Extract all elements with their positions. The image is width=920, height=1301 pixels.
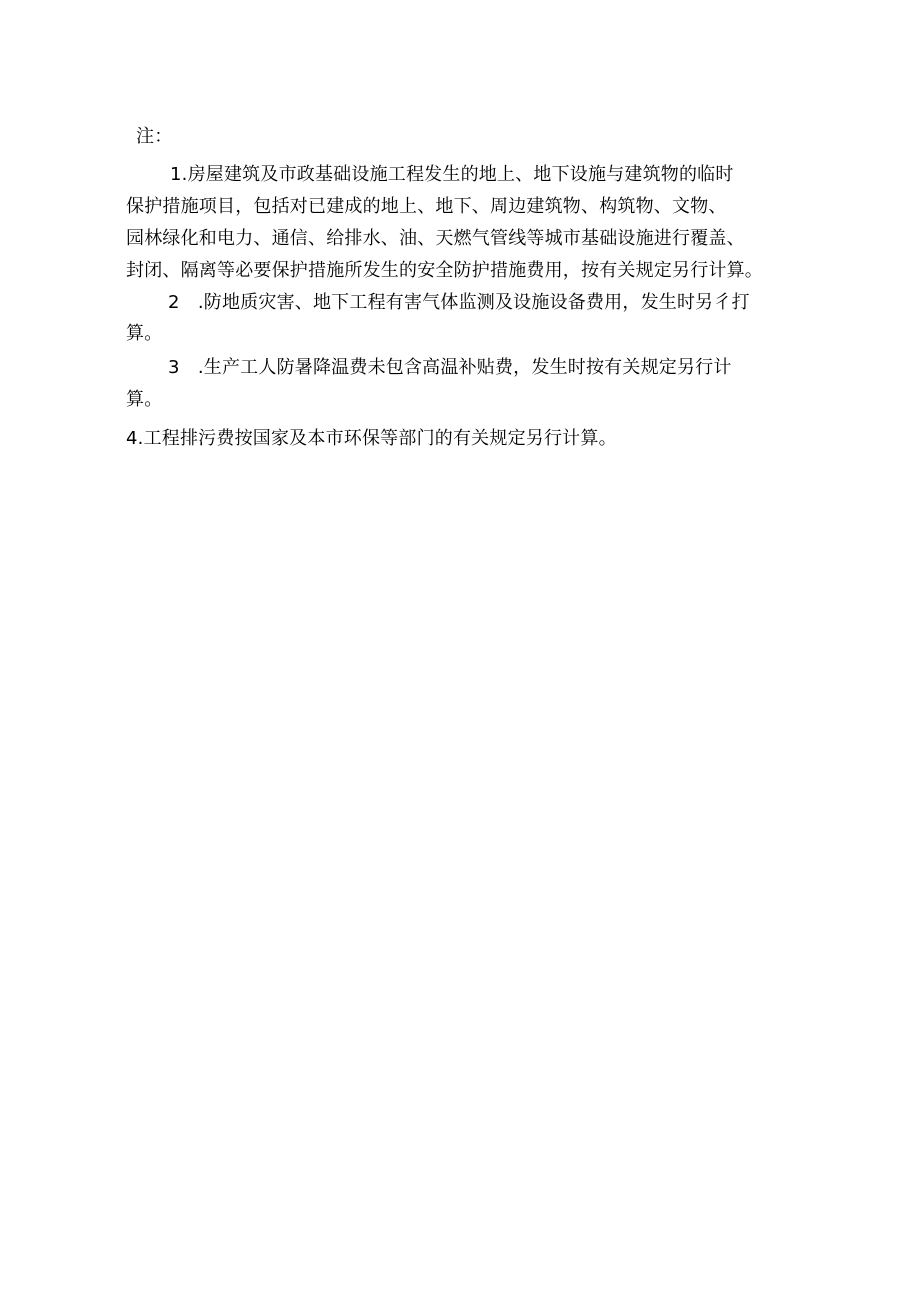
note-line: 园林绿化和电力、通信、给排水、油、天燃气管线等城市基础设施进行覆盖、 [126, 228, 745, 249]
note-heading: 注： [136, 126, 173, 147]
note-line: 2 .防地质灾害、地下工程有害气体监测及设施设备费用，发生时另彳打 [168, 292, 750, 313]
note-line: 3 .生产工人防暑降温费未包含高温补贴费，发生时按有关规定另行计 [168, 357, 732, 378]
note-line: 1.房屋建筑及市政基础设施工程发生的地上、地下设施与建筑物的临时 [170, 164, 734, 185]
note-line: 算。 [126, 323, 163, 344]
note-line: 4.工程排污费按国家及本市环保等部门的有关规定另行计算。 [126, 428, 617, 449]
note-line: 保护措施项目，包括对已建成的地上、地下、周边建筑物、构筑物、文物、 [126, 196, 727, 217]
note-line: 封闭、隔离等必要保护措施所发生的安全防护措施费用，按有关规定另行计算。 [126, 260, 763, 281]
note-line: 算。 [126, 389, 163, 410]
